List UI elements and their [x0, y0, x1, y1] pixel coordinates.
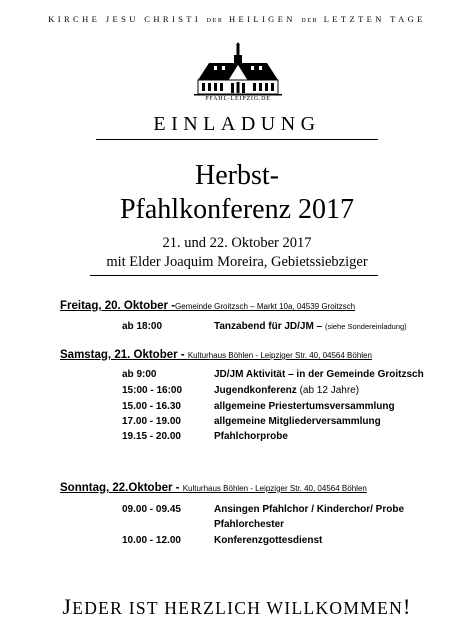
event-title: Jugendkonferenz (ab 12 Jahre): [214, 385, 360, 396]
event-time: ab 18:00: [122, 321, 163, 332]
event-title: JD/JM Aktivität – in der Gemeinde Groitzsch: [214, 369, 424, 380]
day-heading-saturday: Samstag, 21. Oktober - Kulturhaus Böhlen - Leipziger Str. 40, 04564 Böhlen: [60, 349, 372, 361]
day-heading-friday: Freitag, 20. Oktober -Gemeinde Groitzsch – Markt 10a, 04539 Groitzsch: [60, 300, 356, 312]
event-time: 09.00 - 09.45: [122, 504, 181, 515]
day-heading-sunday: Sonntag, 22.Oktober - Kulturhaus Böhlen - Leipziger Str. 40, 04564 Böhlen: [60, 482, 367, 494]
event-time: ab 9:00: [122, 369, 157, 380]
conference-dates: 21. und 22. Oktober 2017: [162, 235, 312, 251]
venue-address: Kulturhaus Böhlen - Leipziger Str. 40, 04564 Böhlen: [187, 351, 372, 360]
conference-title-line-1: Herbst-: [195, 160, 279, 191]
event-title-continued: Pfahlorchester: [214, 519, 285, 530]
venue-address: Gemeinde Groitzsch – Markt 10a, 04539 Groitzsch: [175, 302, 356, 311]
welcome-footer: JEDER IST HERZLICH WILLKOMMEN!: [62, 594, 412, 619]
venue-address: Kulturhaus Böhlen - Leipziger Str. 40, 04564 Böhlen: [182, 484, 367, 493]
event-title: allgemeine Mitgliederversammlung: [214, 416, 381, 427]
event-title: Ansingen Pfahlchor / Kinderchor/ Probe: [214, 504, 405, 515]
event-time: 19.15 - 20.00: [122, 431, 181, 442]
invitation-heading: EINLADUNG: [153, 113, 321, 135]
church-name-header: KIRCHE JESU CHRISTI DER HEILIGEN DER LETZTEN TAGE: [48, 14, 426, 24]
event-title: allgemeine Priestertumsversammlung: [214, 401, 395, 412]
divider-line: [90, 275, 378, 276]
divider-line: [96, 139, 378, 140]
logo-caption: PFAHL-LEIPZIG.DE: [205, 96, 271, 102]
event-time: 10.00 - 12.00: [122, 535, 181, 546]
event-time: 17.00 - 19.00: [122, 416, 181, 427]
event-time: 15:00 - 16:00: [122, 385, 183, 396]
church-building-icon: [192, 42, 284, 104]
event-title: Pfahlchorprobe: [214, 431, 288, 442]
event-title: Tanzabend für JD/JM – (siehe Sondereinladung): [214, 321, 407, 332]
event-title: Konferenzgottesdienst: [214, 535, 323, 546]
event-time: 15.00 - 16.30: [122, 401, 181, 412]
conference-title-line-2: Pfahlkonferenz 2017: [119, 194, 355, 225]
conference-speaker: mit Elder Joaquim Moreira, Gebietssiebziger: [106, 254, 368, 270]
